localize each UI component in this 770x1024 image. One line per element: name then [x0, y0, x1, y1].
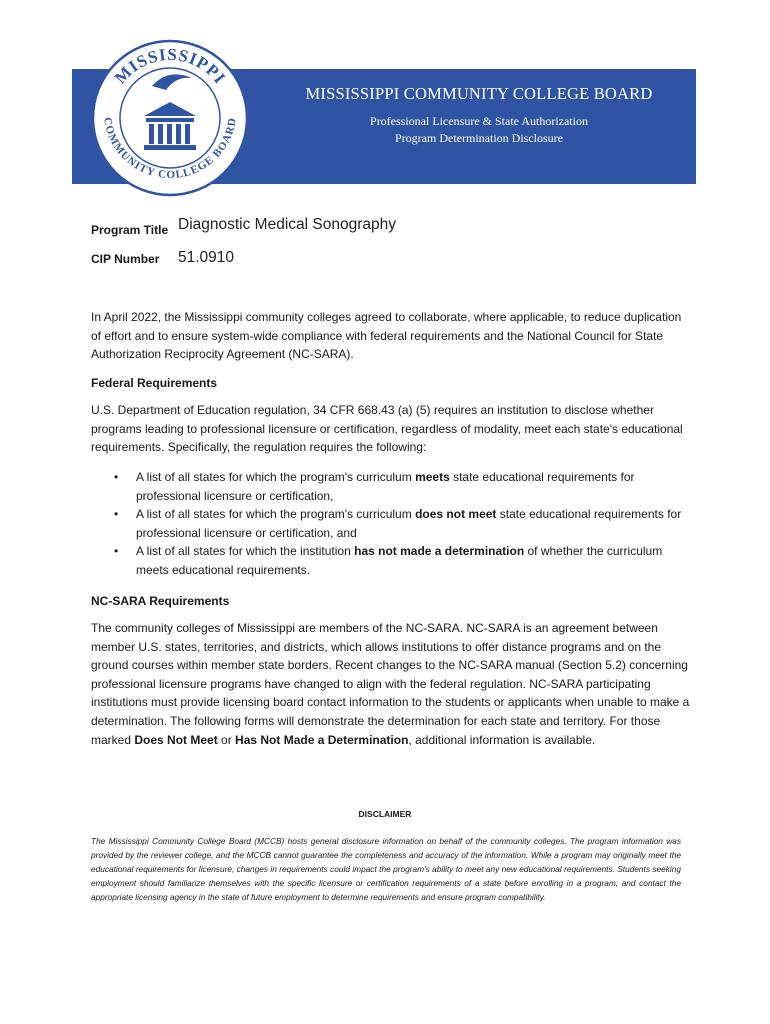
program-title-label: Program Title	[91, 223, 169, 237]
bullet-icon: •	[114, 544, 119, 559]
federal-heading: Federal Requirements	[91, 376, 218, 390]
banner-title: MISSISSIPPI COMMUNITY COLLEGE BOARD	[305, 84, 653, 103]
bullet-icon: •	[114, 470, 119, 484]
ncsara-heading: NC-SARA Requirements	[91, 594, 230, 608]
banner-subtitle-licensure: Professional Licensure & State Authorization	[370, 114, 588, 128]
cip-number-label: CIP Number	[91, 252, 160, 266]
seal-text-top: MISSISSIPPI	[110, 44, 230, 88]
cip-number-value: 51.0910	[178, 249, 235, 266]
seal-text-bottom: COMMUNITY COLLEGE BOARD	[101, 116, 239, 182]
list-item: • A list of all states for which the program's curriculum meets state educational requirements for professional licensure or certification,	[114, 470, 635, 503]
disclaimer-title: DISCLAIMER	[358, 809, 412, 819]
bullet-icon: •	[114, 507, 119, 522]
federal-bullet-list	[91, 468, 691, 580]
intro-paragraph: In April 2022, the Mississippi community colleges agreed to collaborate, where applicable, to reduce duplication of effort and to ensure system-wide compliance with federal requirements and the National Council for State Authorization Reciprocity Agreement (NC-SARA).	[91, 310, 682, 362]
list-item: • A list of all states for which the institution has not made a determination of whether the curriculum meets educational requirements.	[114, 544, 663, 577]
program-title-value: Diagnostic Medical Sonography	[178, 216, 396, 233]
registered-mark: ®	[223, 171, 231, 182]
ncsara-paragraph: The community colleges of Mississippi are members of the NC-SARA. NC-SARA is an agreement between member U.S. states, territories, and districts, which allows institutions to offer distance programs and on the ground courses within member state borders. Recent changes to the NC-SARA manual (Section 5.2) concerning professional licensure programs have changed to align with the federal regulation. NC-SARA participating institutions must provide licensing board contact information to the students or applicants when unable to make a determination. The following forms will demonstrate the determination for each state and territory. For those marked Does Not Meet or Has Not Made a Determination, additional information is available.	[91, 621, 690, 747]
federal-paragraph: U.S. Department of Education regulation, 34 CFR 668.43 (a) (5) requires an institution to disclose whether programs leading to professional licensure or certification, regardless of modality, meet each state's educational requirements. Specifically, the regulation requires the following:	[91, 403, 683, 455]
banner-subtitle-disclosure: Program Determination Disclosure	[395, 131, 563, 145]
disclaimer-text: The Mississippi Community College Board (MCCB) hosts general disclosure information on behalf of the community colleges. The program information was provided by the reviewer college, and the MCCB cannot guarantee the completeness and accuracy of the information. While a program may originally meet the educational requirements for licensure, changes in requirements could impact the program's ability to meet any new educational requirements. Students seeking employment should familiarize themselves with the specific licensure or certification requirements of a state before enrolling in a program, and contact the appropriate licensing agency in the state of future employment to determine requirements and ensure program compatibility.	[91, 836, 681, 902]
list-item: • A list of all states for which the program's curriculum does not meet state educational requirements for professional licensure or certification, and	[114, 507, 682, 540]
